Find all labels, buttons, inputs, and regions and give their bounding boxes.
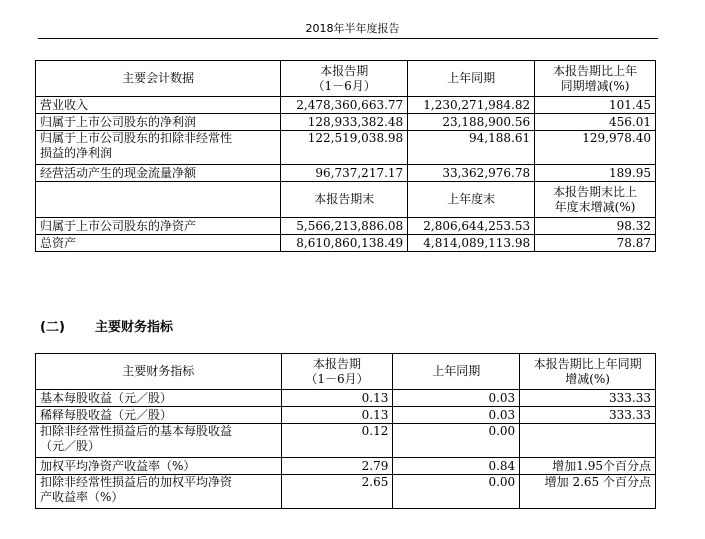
table-row bbox=[36, 407, 656, 424]
label-line: 扣除非经常性损益后的基本每股收益 bbox=[40, 424, 233, 438]
table-row bbox=[36, 218, 656, 235]
row-prior: 23,188,900.56 bbox=[408, 114, 535, 131]
table-subheader-row bbox=[36, 182, 656, 218]
row-change: 129,978.40 bbox=[535, 131, 656, 165]
row-label: 营业收入 bbox=[36, 97, 281, 114]
table-row bbox=[36, 131, 656, 165]
header-line: 本报告期比上年 bbox=[553, 63, 638, 78]
table-row bbox=[36, 165, 656, 182]
table-row bbox=[36, 97, 656, 114]
row-label: 归属于上市公司股东的净资产 bbox=[36, 218, 281, 235]
row-label bbox=[36, 475, 282, 509]
table-row bbox=[36, 235, 656, 252]
header-cell-item: 主要会计数据 bbox=[36, 61, 281, 97]
row-current: 0.12 bbox=[281, 424, 393, 458]
header-cell-item: 主要财务指标 bbox=[36, 354, 282, 390]
table-header-row bbox=[36, 61, 656, 97]
row-change: 189.95 bbox=[535, 165, 656, 182]
row-label: 基本每股收益（元／股） bbox=[36, 390, 282, 407]
row-prior: 0.03 bbox=[393, 390, 520, 407]
header-cell-current bbox=[281, 61, 408, 97]
row-label: 稀释每股收益（元／股） bbox=[36, 407, 282, 424]
section-title: 主要财务指标 bbox=[95, 320, 174, 335]
table-row bbox=[36, 458, 656, 475]
header-line: 本报告期末比上 bbox=[553, 184, 638, 199]
row-prior: 94,188.61 bbox=[408, 131, 535, 165]
header-line: （1－6月） bbox=[312, 78, 376, 93]
header-cell-change bbox=[520, 354, 656, 390]
row-prior: 0.00 bbox=[393, 475, 520, 509]
section-number: (二) bbox=[40, 320, 65, 335]
row-current: 96,737,217.17 bbox=[281, 165, 408, 182]
row-current: 0.13 bbox=[281, 390, 393, 407]
row-current: 2.65 bbox=[281, 475, 393, 509]
row-change: 增加 2.65 个百分点 bbox=[520, 475, 656, 509]
header-cell-current bbox=[281, 354, 393, 390]
header-line: 本报告期比上年同期 bbox=[533, 356, 642, 371]
header-divider bbox=[38, 38, 658, 39]
table-row bbox=[36, 475, 656, 509]
row-label: 归属于上市公司股东的净利润 bbox=[36, 114, 281, 131]
header-line: 同期增减(%) bbox=[560, 78, 630, 93]
row-label: 经营活动产生的现金流量净额 bbox=[36, 165, 281, 182]
row-current: 8,610,860,138.49 bbox=[281, 235, 408, 252]
row-prior: 0.03 bbox=[393, 407, 520, 424]
label-line: 损益的净利润 bbox=[40, 146, 113, 160]
row-change: 101.45 bbox=[535, 97, 656, 114]
row-label bbox=[36, 424, 282, 458]
row-current: 5,566,213,886.08 bbox=[281, 218, 408, 235]
accounting-data-table bbox=[35, 60, 656, 252]
table-row bbox=[36, 114, 656, 131]
table-row bbox=[36, 390, 656, 407]
header-line: 本报告期 bbox=[312, 356, 361, 371]
row-label bbox=[36, 131, 281, 165]
header-line: 年度末增减(%) bbox=[554, 199, 636, 214]
row-change: 98.32 bbox=[535, 218, 656, 235]
header-cell-prior: 上年同期 bbox=[393, 354, 520, 390]
table-header-row bbox=[36, 354, 656, 390]
subheader-cell-current: 本报告期末 bbox=[281, 182, 408, 218]
row-prior: 33,362,976.78 bbox=[408, 165, 535, 182]
header-line: 增减(%) bbox=[565, 371, 610, 386]
table-row bbox=[36, 424, 656, 458]
subheader-cell-empty bbox=[36, 182, 281, 218]
row-change: 333.33 bbox=[520, 390, 656, 407]
row-current: 122,519,038.98 bbox=[281, 131, 408, 165]
row-current: 0.13 bbox=[281, 407, 393, 424]
label-line: 产收益率（%） bbox=[40, 490, 124, 504]
row-current: 128,933,382.48 bbox=[281, 114, 408, 131]
row-prior: 4,814,089,113.98 bbox=[408, 235, 535, 252]
row-prior: 0.84 bbox=[393, 458, 520, 475]
label-line: 归属于上市公司股东的扣除非经常性 bbox=[40, 131, 233, 145]
row-label: 加权平均净资产收益率（%） bbox=[36, 458, 282, 475]
row-prior: 1,230,271,984.82 bbox=[408, 97, 535, 114]
header-line: （1－6月） bbox=[305, 371, 369, 386]
page-header-title: 2018年半年度报告 bbox=[305, 22, 400, 35]
label-line: 扣除非经常性损益后的加权平均净资 bbox=[40, 475, 233, 489]
row-change: 78.87 bbox=[535, 235, 656, 252]
row-change bbox=[520, 424, 656, 458]
subheader-cell-prior: 上年度末 bbox=[408, 182, 535, 218]
row-change: 增加1.95个百分点 bbox=[520, 458, 656, 475]
row-prior: 0.00 bbox=[393, 424, 520, 458]
row-label: 总资产 bbox=[36, 235, 281, 252]
header-cell-change bbox=[535, 61, 656, 97]
section-heading bbox=[40, 316, 173, 335]
row-current: 2,478,360,663.77 bbox=[281, 97, 408, 114]
row-prior: 2,806,644,253.53 bbox=[408, 218, 535, 235]
row-change: 456.01 bbox=[535, 114, 656, 131]
row-change: 333.33 bbox=[520, 407, 656, 424]
header-line: 本报告期 bbox=[320, 63, 369, 78]
label-line: （元／股） bbox=[40, 439, 101, 453]
header-cell-prior: 上年同期 bbox=[408, 61, 535, 97]
subheader-cell-change bbox=[535, 182, 656, 218]
financial-indicators-table bbox=[35, 353, 656, 509]
row-current: 2.79 bbox=[281, 458, 393, 475]
